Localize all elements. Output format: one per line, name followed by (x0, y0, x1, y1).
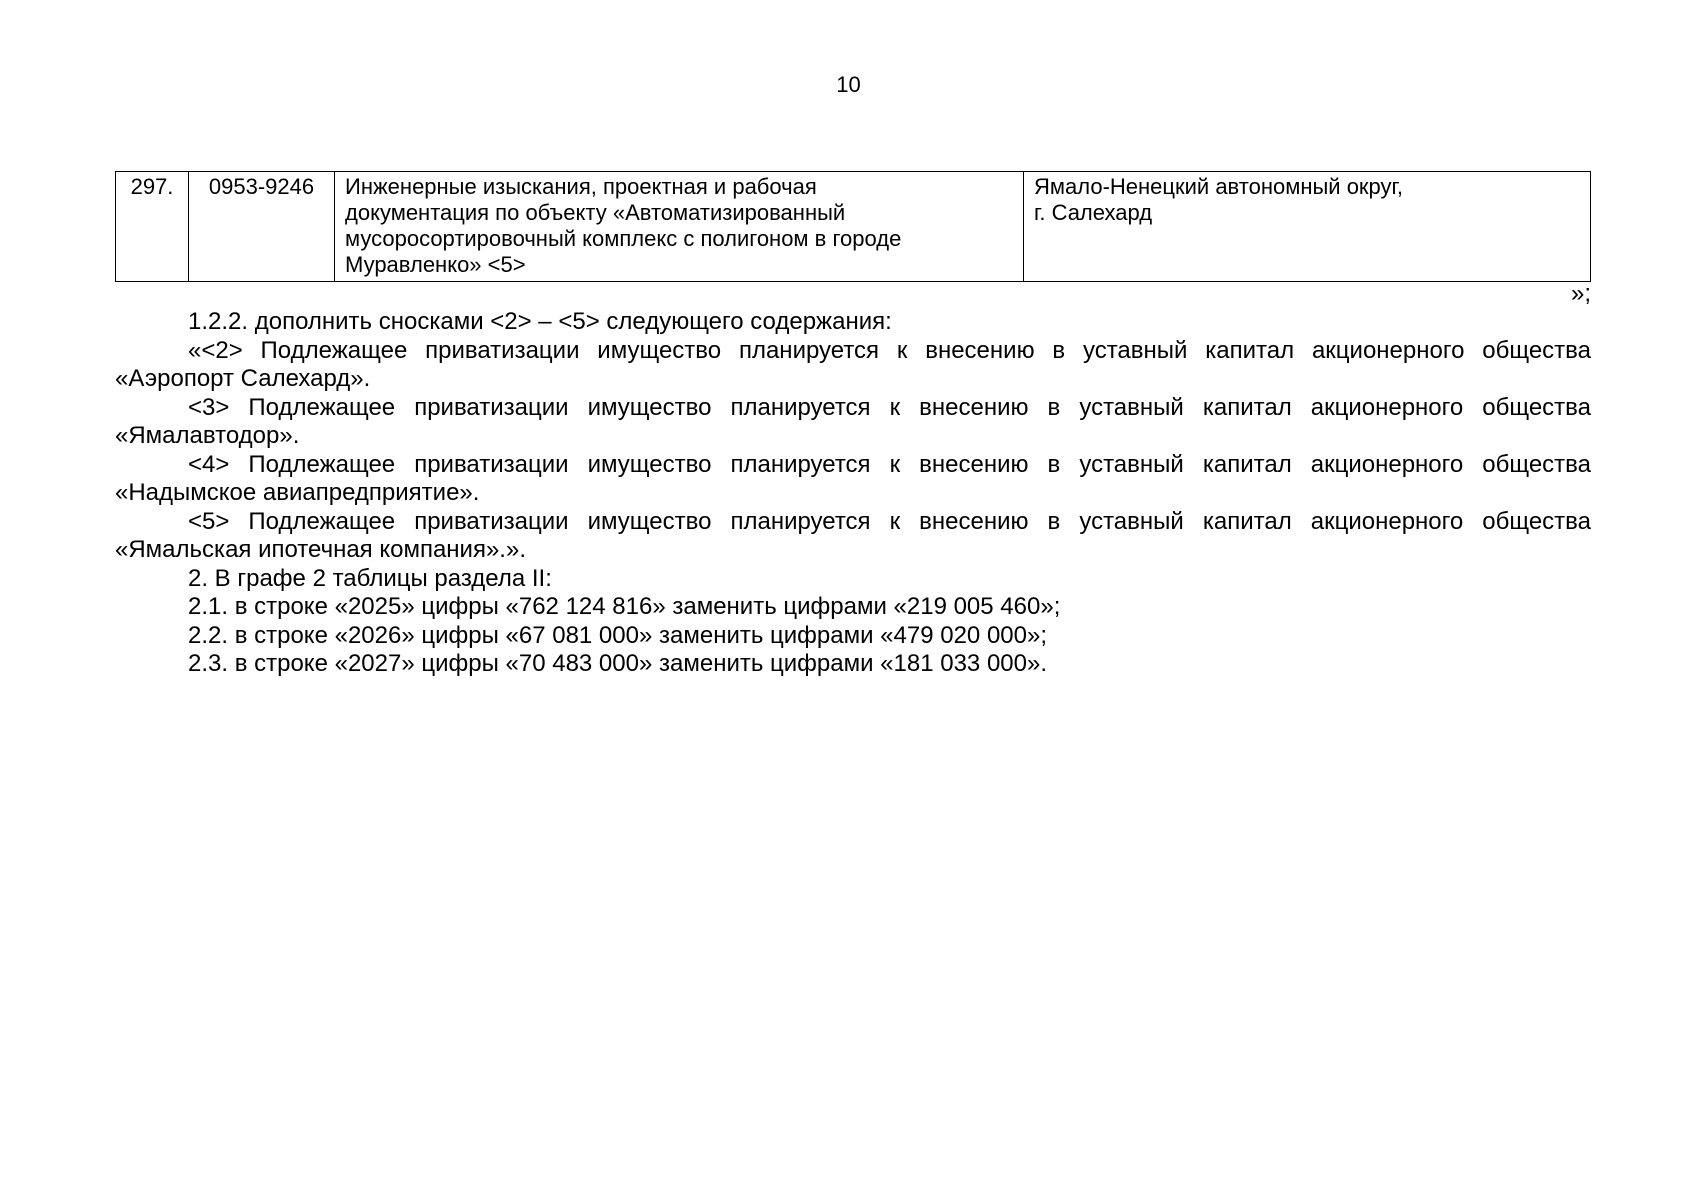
paragraph-2-2: 2.2. в строке «2026» цифры «67 081 000» заменить цифрами «479 020 000»; (188, 621, 1048, 649)
row-name-line: документация по объекту «Автоматизированный (345, 200, 846, 225)
row-place-line: г. Салехард (1034, 200, 1153, 225)
row-place-line: Ямало-Ненецкий автономный округ, (1034, 174, 1403, 199)
row-name-line: Муравленко» <5> (345, 252, 526, 277)
table (115, 171, 1591, 282)
footnote-2-line-2: «Аэропорт Салехард». (115, 365, 371, 392)
table-row (116, 172, 1591, 282)
paragraph-footnote-4 (115, 451, 1591, 508)
paragraph-2-1: 2.1. в строке «2025» цифры «762 124 816» заменить цифрами «219 005 460»; (188, 593, 1061, 620)
closing-quote-mark: »; (1570, 280, 1591, 307)
paragraph-footnote-5 (115, 508, 1591, 565)
row-code-cell: 0953-9246 (189, 172, 335, 282)
paragraph-2-3: 2.3. в строке «2027» цифры «70 483 000» заменить цифрами «181 033 000». (188, 650, 1048, 677)
footnote-3-line-2: «Ямалавтодор». (115, 422, 300, 449)
row-number-cell: 297. (116, 172, 189, 282)
footnote-2-line-1: «<2> Подлежащее приватизации имущество планируется к внесению в уставный капитал акционерного общества (188, 336, 1591, 364)
row-name-line: мусоросортировочный комплекс с полигоном в городе (345, 226, 902, 251)
row-name-cell (335, 172, 1024, 282)
footnote-4-line-1: <4> Подлежащее приватизации имущество планируется к внесению в уставный капитал акционерного общества (188, 450, 1591, 478)
footnote-5-line-2: «Ямальская ипотечная компания».». (115, 536, 526, 563)
object-table (115, 171, 1591, 282)
footnote-4-line-2: «Надымское авиапредприятие». (115, 479, 480, 506)
paragraph-footnote-2 (115, 337, 1591, 394)
paragraph-footnote-3 (115, 394, 1591, 451)
row-name-line: Инженерные изыскания, проектная и рабочая (345, 174, 817, 199)
paragraph-section-2: 2. В графе 2 таблицы раздела II: (188, 564, 552, 592)
footnote-5-line-1: <5> Подлежащее приватизации имущество планируется к внесению в уставный капитал акционерного общества (188, 507, 1591, 535)
row-place-cell (1024, 172, 1591, 282)
footnote-3-line-1: <3> Подлежащее приватизации имущество планируется к внесению в уставный капитал акционерного общества (188, 393, 1591, 421)
page-number: 10 (836, 72, 861, 97)
document-body (115, 280, 1591, 679)
paragraph-footnotes-intro: 1.2.2. дополнить сносками <2> – <5> следующего содержания: (188, 308, 892, 335)
